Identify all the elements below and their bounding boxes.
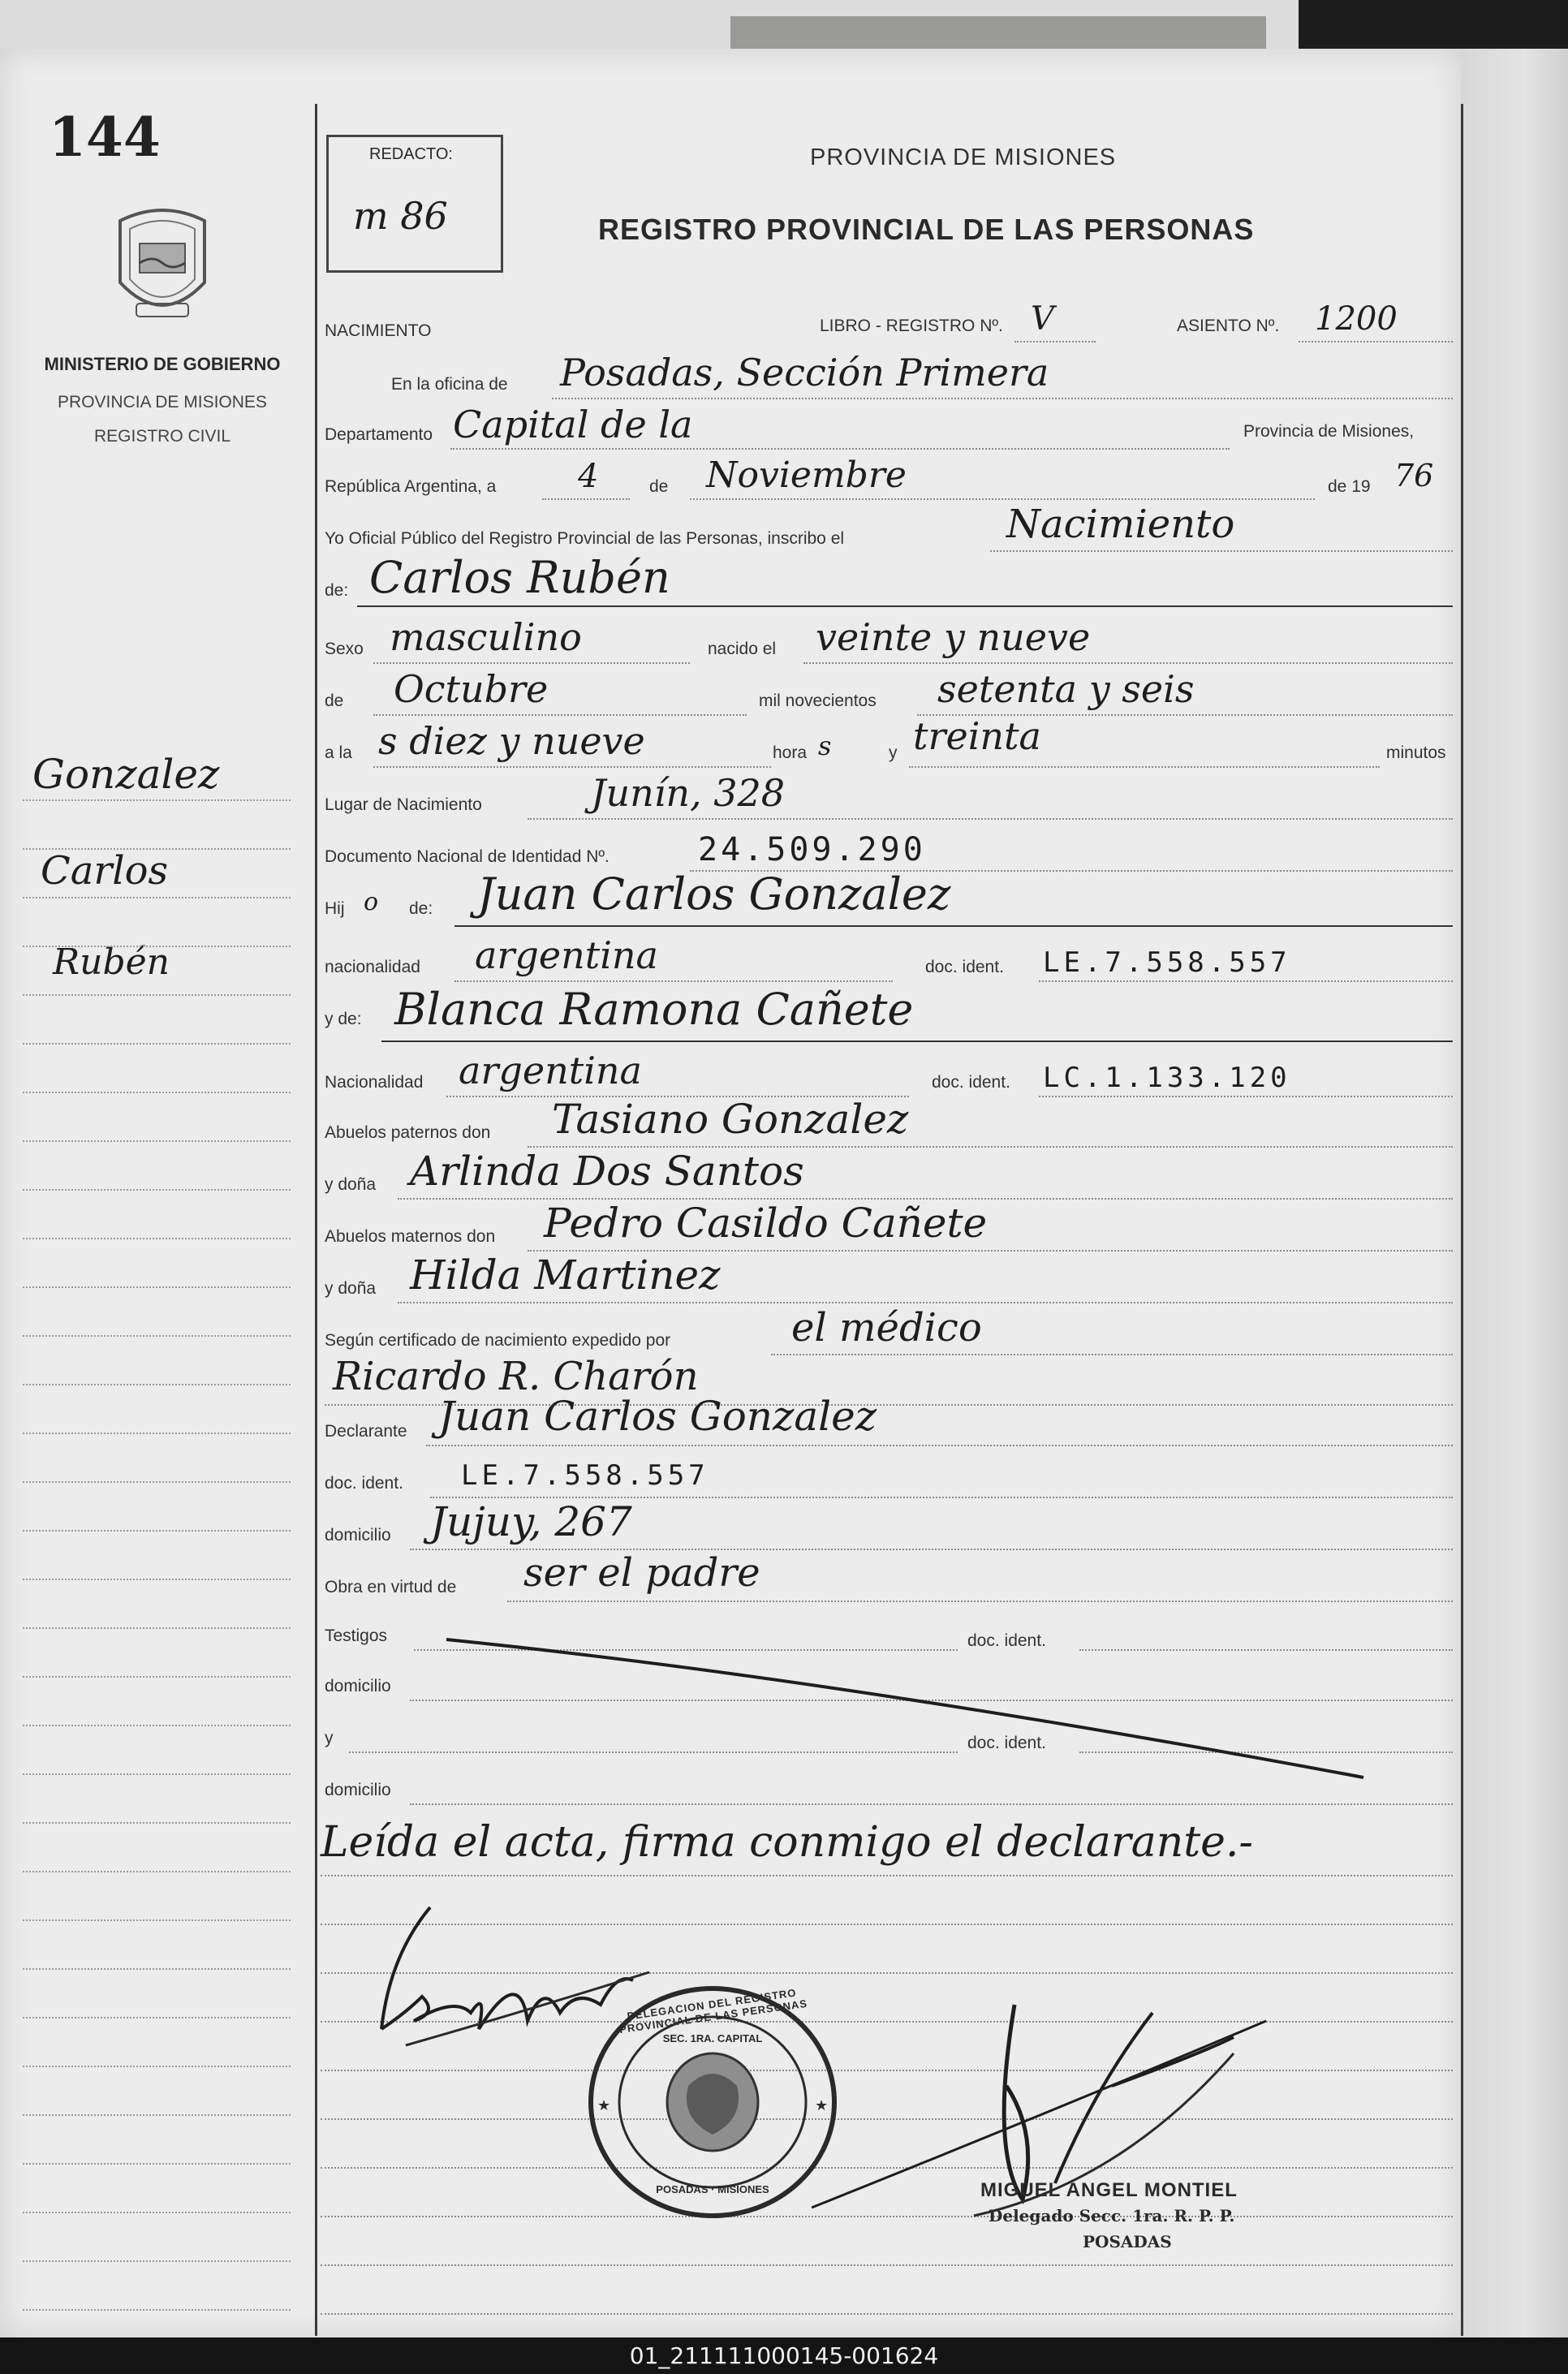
padre-value: Juan Carlos Gonzalez [477, 868, 951, 920]
doc-testigo1-label: doc. ident. [967, 1631, 1046, 1650]
sexo-value: masculino [390, 615, 582, 659]
abuela-materna-value: Hilda Martinez [410, 1252, 721, 1299]
nombre-label: de: [325, 581, 349, 600]
form-right-border [1461, 104, 1463, 2336]
oficina-label: En la oficina de [391, 375, 508, 394]
mes-nac-label: de [325, 692, 344, 710]
ministry-label: MINISTERIO DE GOBIERNO [44, 354, 281, 374]
civil-registry-label: REGISTRO CIVIL [93, 427, 231, 446]
libro-label: LIBRO - REGISTRO Nº. [820, 317, 1003, 335]
abuelos-maternos-label: Abuelos maternos don [325, 1227, 496, 1246]
header-province: PROVINCIA DE MISIONES [810, 144, 1117, 170]
certificado-value: el médico [791, 1305, 982, 1351]
domicilio-label: domicilio [325, 1526, 391, 1545]
record-type-label: NACIMIENTO [325, 321, 432, 340]
nombre-value: Carlos Rubén [369, 552, 670, 603]
anio-label: de 19 [1328, 477, 1371, 496]
doc-padre-value: LE.7.558.557 [1043, 946, 1291, 979]
certificado-label: Según certificado de nacimiento expedido por [325, 1331, 671, 1350]
seal-bottom-text: POSADAS · MISIONES [656, 2183, 769, 2195]
horas-label: hora [773, 743, 808, 762]
page-edge [1461, 49, 1568, 2337]
hijo-suffix: o [364, 888, 379, 916]
anio-nac-value: setenta y seis [937, 667, 1195, 711]
declarante-label: Declarante [325, 1422, 407, 1441]
closing-statement: Leída el acta, firma conmigo el declarante.- [321, 1818, 1254, 1867]
oficial-label: Yo Oficial Público del Registro Provincial de las Personas, inscribo el [325, 529, 845, 548]
binding-strip [730, 16, 1266, 49]
svg-text:★: ★ [597, 2097, 611, 2114]
declarante-value: Juan Carlos Gonzalez [438, 1393, 877, 1440]
margin-surname: Gonzalez [32, 751, 220, 798]
redacto-box [326, 135, 503, 273]
cancel-stroke [438, 1631, 1380, 1786]
obra-value: ser el padre [523, 1550, 760, 1596]
medico-value: Ricardo R. Charón [333, 1354, 699, 1399]
redacto-label: REDACTO: [369, 145, 453, 163]
dni-value: 24.509.290 [698, 831, 926, 868]
domicilio-value: Jujuy, 267 [430, 1498, 632, 1545]
doc-madre-label: doc. ident. [932, 1073, 1010, 1092]
nacionalidad-padre-label: nacionalidad [325, 958, 420, 976]
nacionalidad-madre-value: argentina [459, 1049, 642, 1092]
libro-value: V [1031, 300, 1054, 338]
asiento-value: 1200 [1315, 300, 1398, 338]
official-city: POSADAS [1083, 2232, 1172, 2251]
svg-text:★: ★ [815, 2097, 829, 2114]
nacionalidad-madre-label: Nacionalidad [325, 1073, 424, 1092]
abuelos-paternos-label: Abuelos paternos don [325, 1123, 491, 1142]
inscribo-value: Nacimiento [1006, 502, 1235, 547]
mil-label: mil novecientos [759, 692, 877, 710]
abuela-materna-label: y doña [325, 1279, 377, 1298]
abuelo-paterno-value: Tasiano Gonzalez [552, 1096, 909, 1143]
page-number: 144 [49, 106, 161, 169]
oficina-value: Posadas, Sección Primera [560, 351, 1049, 394]
madre-value: Blanca Ramona Cañete [394, 984, 914, 1035]
margin-middlename: Rubén [53, 941, 170, 983]
abuelo-materno-value: Pedro Casildo Cañete [544, 1200, 988, 1247]
y-testigo-label: y [325, 1729, 334, 1747]
minutos-label: minutos [1386, 743, 1446, 762]
coat-of-arms-icon [104, 205, 221, 334]
alas-label: a la [325, 743, 352, 762]
official-name: MIGUEL ANGEL MONTIEL [980, 2179, 1238, 2201]
dom-testigo2-label: domicilio [325, 1781, 391, 1799]
doc-declarante-value: LE.7.558.557 [461, 1459, 709, 1492]
hijo-de-label: de: [409, 899, 433, 918]
redacto-value: m 86 [353, 194, 448, 238]
dom-testigo1-label: domicilio [325, 1677, 391, 1695]
doc-testigo2-label: doc. ident. [967, 1734, 1046, 1752]
abuela-paterna-value: Arlinda Dos Santos [410, 1148, 804, 1195]
sexo-label: Sexo [325, 640, 364, 658]
madre-label: y de: [325, 1010, 362, 1028]
image-caption: 01_211111000145-001624 [0, 2337, 1568, 2374]
mes-value: Noviembre [706, 455, 907, 496]
lugar-label: Lugar de Nacimiento [325, 795, 482, 814]
horas-suffix: s [818, 730, 832, 761]
lugar-value: Junín, 328 [591, 771, 786, 815]
form-left-border [315, 104, 317, 2336]
hijo-label: Hij [325, 899, 345, 918]
y-label: y [889, 743, 898, 762]
minutos-value: treinta [913, 714, 1041, 758]
official-seal [583, 1980, 842, 2224]
departamento-label: Departamento [325, 425, 433, 444]
abuela-paterna-label: y doña [325, 1175, 377, 1194]
anio-value: 76 [1394, 458, 1434, 493]
testigos-label: Testigos [325, 1626, 388, 1645]
dni-label: Documento Nacional de Identidad Nº. [325, 847, 610, 866]
margin-firstname: Carlos [41, 848, 169, 894]
mes-nac-value: Octubre [394, 667, 549, 711]
asiento-label: ASIENTO Nº. [1177, 317, 1280, 335]
horas-value: s diez y nueve [378, 719, 645, 763]
doc-padre-label: doc. ident. [925, 958, 1004, 976]
nacionalidad-padre-value: argentina [475, 933, 658, 977]
doc-declarante-label: doc. ident. [325, 1474, 403, 1493]
province-label: PROVINCIA DE MISIONES [58, 393, 267, 411]
nacido-label: nacido el [708, 640, 777, 658]
nacido-value: veinte y nueve [816, 615, 1091, 659]
official-role: Delegado Secc. 1ra. R. P. P. [989, 2206, 1235, 2225]
provincia-label: Provincia de Misiones, [1243, 422, 1415, 441]
seal-ring-text: DELEGACION DEL REGISTRO PROVINCIAL DE LAS PERSONAS [618, 1986, 808, 2036]
seal-inner-text: SEC. 1RA. CAPITAL [662, 2032, 763, 2044]
republica-label: República Argentina, a [325, 477, 497, 496]
doc-madre-value: LC.1.133.120 [1043, 1062, 1291, 1094]
header-title: REGISTRO PROVINCIAL DE LAS PERSONAS [598, 213, 1255, 246]
dia-value: 4 [578, 458, 599, 495]
departamento-value: Capital de la [453, 403, 693, 446]
de-label: de [649, 477, 669, 496]
obra-label: Obra en virtud de [325, 1578, 457, 1596]
